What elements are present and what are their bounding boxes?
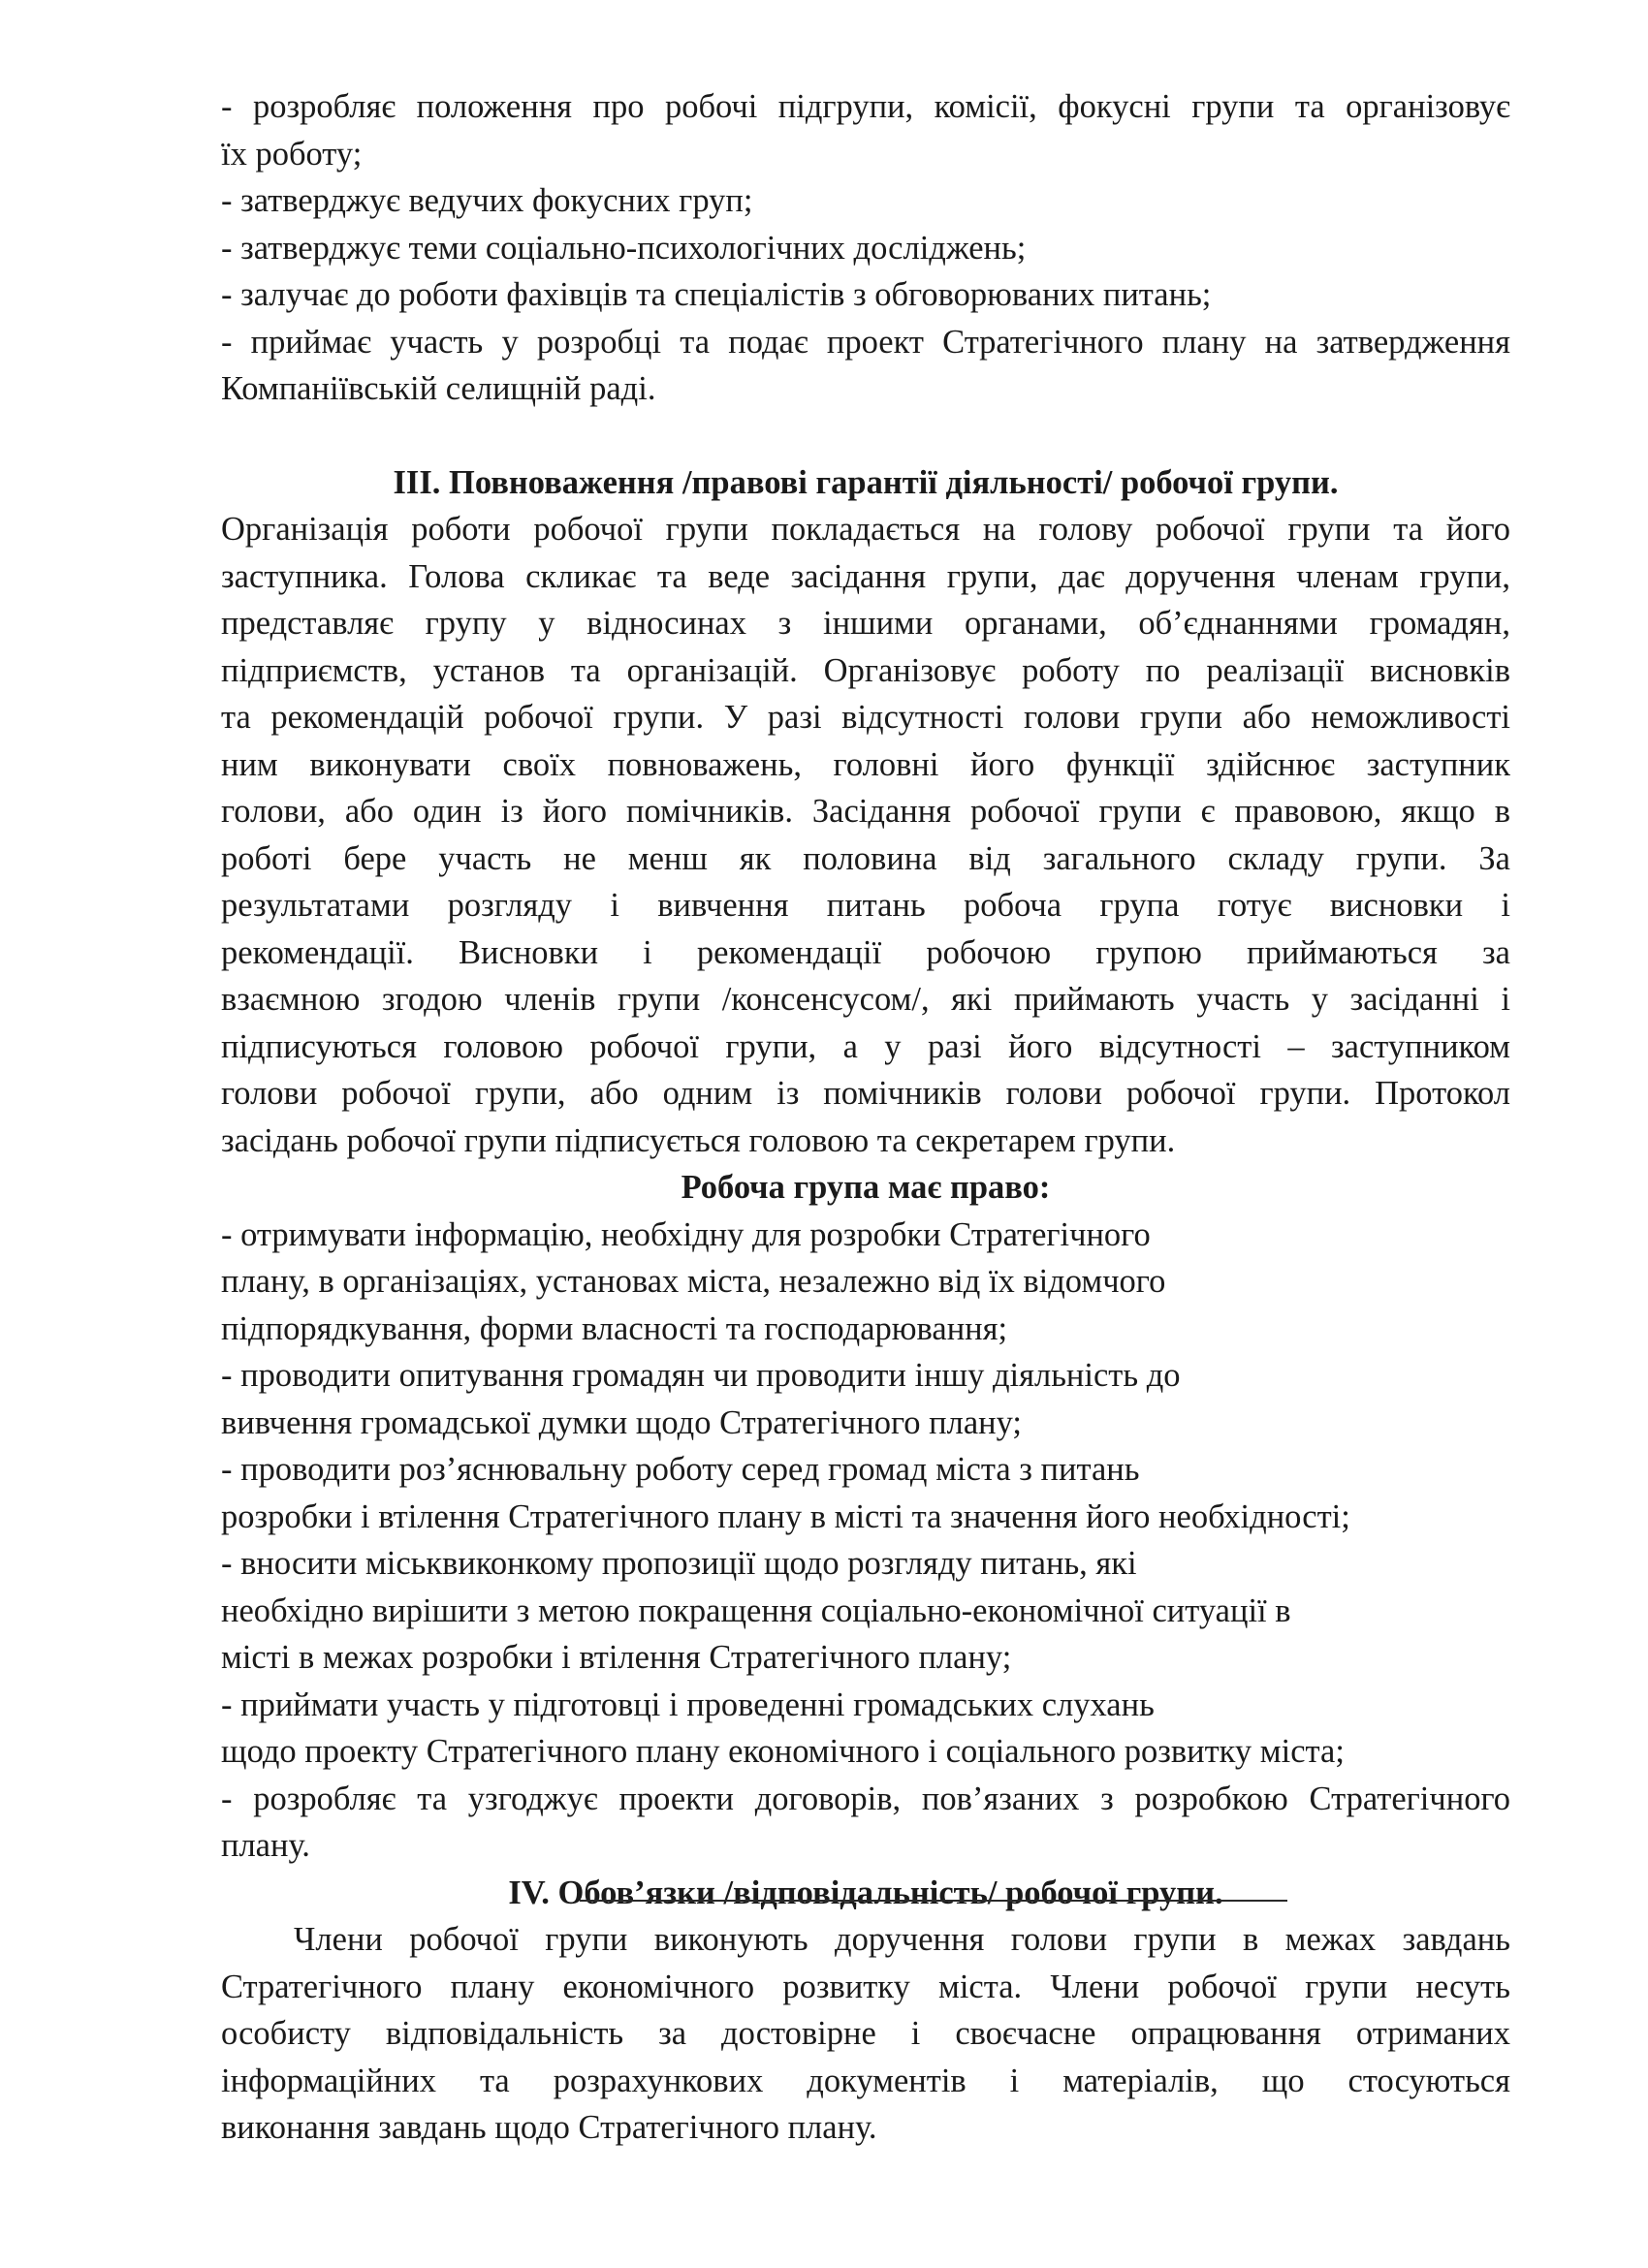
text-line: виконання завдань щодо Стратегічного плану.: [221, 2109, 877, 2146]
text-line: Компаніївській селищній раді.: [221, 370, 656, 407]
text-line: представляє групу у відносинах з іншими органами, об’єднаннями громадян,: [221, 605, 1510, 642]
text-line: підприємств, установ та організацій. Організовує роботу по реалізації висновків: [221, 651, 1510, 689]
section4-heading: IV. Обов’язки /відповідальність/ робочої групи.: [508, 1874, 1223, 1911]
text-line: плану, в організаціях, установах міста, незалежно від їх відомчого: [221, 1263, 1166, 1300]
text-line: необхідно вирішити з метою покращення соціально-економічної ситуації в: [221, 1591, 1291, 1629]
text-line: - проводити опитування громадян чи проводити іншу діяльність до: [221, 1357, 1181, 1394]
text-line: - розробляє положення про робочі підгрупи, комісії, фокусні групи та організовує: [221, 88, 1510, 125]
text-line: їх роботу;: [221, 135, 363, 173]
text-line: плану.: [221, 1827, 310, 1864]
text-line: щодо проекту Стратегічного плану економічного і соціального розвитку міста;: [221, 1733, 1345, 1770]
text-line: - розробляє та узгоджує проекти договорів, пов’язаних з розробкою Стратегічного: [221, 1780, 1510, 1817]
document-page: [221, 83, 1510, 2152]
text-line: Організація роботи робочої групи покладається на голову робочої групи та його: [221, 511, 1510, 548]
text-line: особисту відповідальність за достовірне і своєчасне опрацювання отриманих: [221, 2015, 1510, 2052]
text-line: Стратегічного плану економічного розвитку міста. Члени робочої групи несуть: [221, 1968, 1510, 2005]
section3-paragraph: [221, 506, 1510, 1164]
text-line: підписуються головою робочої групи, а у разі його відсутності – заступником: [221, 1027, 1510, 1065]
closing-rule: [580, 1900, 1287, 1902]
text-line: голови, або один із його помічників. Засідання робочої групи є правовою, якщо в: [221, 793, 1510, 830]
text-line: рекомендації. Висновки і рекомендації робочою групою приймаються за: [221, 933, 1510, 971]
text-line: взаємною згодою членів групи /консенсусом/, які приймають участь у засіданні і: [221, 981, 1510, 1018]
text-line: розробки і втілення Стратегічного плану в місті та значення його необхідності;: [221, 1497, 1350, 1535]
text-line: роботі бере участь не менш як половина від загального складу групи. За: [221, 839, 1510, 877]
text-line: вивчення громадської думки щодо Стратегічного плану;: [221, 1403, 1022, 1441]
text-line: - проводити роз’яснювальну роботу серед громад міста з питань: [221, 1451, 1140, 1488]
text-line: місті в межах розробки і втілення Стратегічного плану;: [221, 1639, 1012, 1676]
text-line: - затверджує ведучих фокусних груп;: [221, 182, 753, 219]
text-line: голови робочої групи, або одним із помічників голови робочої групи. Протокол: [221, 1075, 1510, 1112]
section3-heading: ІІІ. Повноваження /правові гарантії діяльності/ робочої групи.: [393, 463, 1339, 501]
rights-heading: Робоча група має право:: [681, 1169, 1051, 1206]
section2-list: [221, 83, 1510, 413]
section4-paragraph: [221, 1916, 1510, 2152]
text-line: засідань робочої групи підписується головою та секретарем групи.: [221, 1121, 1176, 1159]
text-line: - залучає до роботи фахівців та спеціалістів з обговорюваних питань;: [221, 276, 1212, 313]
text-line: заступника. Голова скликає та веде засідання групи, дає доручення членам групи,: [221, 557, 1510, 595]
text-line: Члени робочої групи виконують доручення голови групи в межах завдань: [294, 1921, 1510, 1958]
text-line: - вносити міськвиконкому пропозиції щодо розгляду питань, які: [221, 1545, 1137, 1582]
text-line: результатами розгляду і вивчення питань робоча група готує висновки і: [221, 887, 1510, 924]
text-line: - приймає участь у розробці та подає проект Стратегічного плану на затвердження: [221, 323, 1510, 361]
text-line: та рекомендацій робочої групи. У разі відсутності голови групи або неможливості: [221, 699, 1510, 736]
spacer: [221, 413, 1510, 459]
text-line: - затверджує теми соціально-психологічних досліджень;: [221, 229, 1027, 267]
text-line: ним виконувати своїх повноважень, головні його функції здійснює заступник: [221, 745, 1510, 783]
text-line: - приймати участь у підготовці і проведенні громадських слухань: [221, 1685, 1155, 1723]
text-line: - отримувати інформацію, необхідну для розробки Стратегічного: [221, 1215, 1151, 1253]
rights-list: [221, 1212, 1510, 1870]
text-line: підпорядкування, форми власності та господарювання;: [221, 1309, 1008, 1347]
text-line: інформаційних та розрахункових документів і матеріалів, що стосуються: [221, 2062, 1510, 2099]
